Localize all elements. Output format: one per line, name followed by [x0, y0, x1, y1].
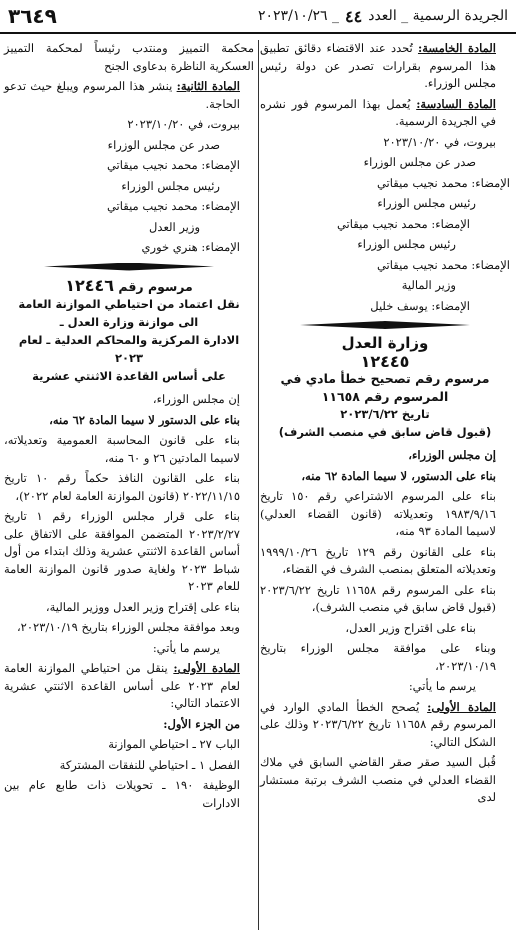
signature: الإمضاء: هنري خوري [141, 240, 240, 254]
clause: بناء على قرار مجلس الوزراء رقم ١ تاريخ ٢٠٢٣/٢/٢٧ المتضمن الموافقة على الاتفاق على أساس القاعدة الاثنتي عشرية وذلك ابتداء من أول شباط ٢٠٢٣ ولغاية صدور قانون الموازنة العامة للعام ٢٠٢٣ [4, 509, 240, 593]
signature: الإمضاء: محمد نجيب ميقاتي [376, 175, 510, 190]
article-2-label: المادة الثانية: [176, 79, 240, 93]
gazette-title: الجريدة الرسمية _ العدد [368, 8, 508, 24]
decrees-intro: يرسم ما يأتي: [152, 640, 220, 655]
decree-subject-line: تاريخ ٢٠٢٣/٦/٢٢ [340, 407, 430, 421]
signatory-title: رئيس مجلس الوزراء [121, 178, 220, 193]
decree-label: مرسوم رقم [415, 371, 490, 386]
signature: الإمضاء: محمد نجيب ميقاتي [336, 216, 470, 231]
article-1-label: المادة الأولى: [427, 699, 496, 714]
article-1 [4, 660, 254, 713]
preamble: إن مجلس الوزراء، [408, 448, 496, 462]
ministry-heading: وزارة العدل [341, 334, 429, 352]
article-2-text: ينشر هذا المرسوم ويبلغ حيث تدعو الحاجة. [4, 79, 240, 111]
signature: الإمضاء: يوسف خليل [370, 298, 470, 313]
article-2 [4, 78, 254, 113]
clause: بناء على القانون رقم ١٢٩ تاريخ ١٩٩٩/١٠/٢٦ وتعديلاته المتعلق بمنصب الشرف في القضاء، [260, 544, 496, 576]
issue-date: _ ٢٠٢٣/١٠/٢٦ [257, 8, 340, 24]
signing-date: بيروت، في ٢٠٢٣/١٠/٢٠ [383, 134, 496, 149]
article-1-text: يُصحح الخطأ المادي الوارد في المرسوم رقم ١١٦٥٨ تاريخ ٢٠٢٣/٦/٢٢ وذلك على الشكل التالي: [260, 699, 497, 749]
clause: وبعد موافقة مجلس الوزراء بتاريخ ٢٠٢٣/١٠/١٩، [16, 620, 240, 634]
budget-item: الوظيفة ١٩٠ ـ تحويلات ذات طابع عام بين الادارات [4, 778, 240, 810]
decree-label: مرسوم رقم [118, 278, 193, 294]
page-body [0, 40, 516, 930]
header-title-group [258, 7, 508, 26]
right-column [260, 40, 510, 810]
decree-subject-line: الادارة المركزية والمحاكم العدلية ـ لعام ٢٠٢٣ [18, 333, 240, 365]
article-1-label: المادة الأولى: [173, 661, 240, 675]
article-5 [260, 40, 510, 93]
clause: بناء على إقتراح وزير العدل ووزير المالية، [45, 599, 240, 614]
decree-heading [260, 370, 510, 405]
clause: وبناء على موافقة مجلس الوزراء بتاريخ ٢٠٢٣/١٠/١٩، [260, 641, 496, 673]
signature: الإمضاء: محمد نجيب ميقاتي [376, 257, 510, 272]
article-1-text: ينقل من احتياطي الموازنة العامة لعام ٢٠٢٣ على أساس القاعدة الاثنتي عشرية الاعتماد التالي: [4, 661, 240, 710]
continued-text: محكمة التمييز ومنتدب رئيساً لمحكمة التمييز العسكرية الناظرة بدعاوى الجنح [4, 41, 254, 73]
clause: بناء على المرسوم رقم ١١٦٥٨ تاريخ ٢٠٢٣/٦/٢٢ (قبول قاض سابق في منصب الشرف)، [260, 582, 496, 614]
signatory-title: رئيس مجلس الوزراء [377, 196, 476, 210]
clause: بناء على قانون المحاسبة العمومية وتعديلاته، لاسيما المادتين ٢٦ و ٦٠ منه، [4, 433, 240, 465]
article-6 [260, 96, 510, 131]
decree-subject-line: (قبول قاض سابق في منصب الشرف) [278, 425, 492, 439]
article-5-label: المادة الخامسة: [417, 41, 496, 55]
budget-section: الفصل ١ ـ احتياطي للنفقات المشتركة [59, 757, 240, 772]
page-header [0, 0, 516, 34]
issued-by: صدر عن مجلس الوزراء [107, 137, 220, 152]
budget-part: من الجزء الأول: [163, 716, 240, 731]
article-6-text: يُعمل بهذا المرسوم فور نشره في الجريدة الرسمية. [260, 96, 496, 128]
signature: الإمضاء: محمد نجيب ميقاتي [106, 158, 240, 172]
decree-subject-line: على أساس القاعدة الاثنتي عشرية [32, 369, 226, 383]
signature: الإمضاء: محمد نجيب ميقاتي [106, 199, 240, 213]
decree-number: ١٢٤٤٥ [360, 351, 410, 371]
decree-number: ١٢٤٤٦ [65, 275, 115, 295]
decree-subject-line: الى موازنة وزارة العدل ـ [59, 315, 199, 329]
preamble: إن مجلس الوزراء، [152, 392, 240, 406]
column-divider [258, 40, 259, 930]
left-column [4, 40, 254, 815]
decree-heading [4, 277, 254, 296]
issued-by: صدر عن مجلس الوزراء [363, 155, 476, 169]
clause: بناء على القانون النافذ حكماً رقم ١٠ تاريخ ٢٠٢٢/١١/١٥ (قانون الموازنة العامة لعام ٢٠٢٢)، [4, 471, 240, 503]
clause: بناء على الدستور، لا سيما المادة ٦٢ منه، [301, 468, 496, 483]
article-1 [260, 699, 510, 752]
decree-subject-line: تصحيح خطأ مادي في المرسوم رقم ١١٦٥٨ [280, 371, 449, 404]
article-5-text: تُحدد عند الاقتضاء دقائق تطبيق هذا المرسوم بقرارات تصدر عن دولة رئيس مجلس الوزراء. [260, 41, 496, 90]
signatory-title: رئيس مجلس الوزراء [357, 237, 456, 251]
signatory-title: وزير المالية [401, 278, 456, 292]
section-divider [44, 263, 214, 271]
section-divider [300, 321, 470, 329]
article-1-body: قُبل السيد صقر صقر القاضي السابق في ملاك القضاء العدلي في منصب الشرف برتبة مستشار لدى [260, 755, 496, 804]
article-6-label: المادة السادسة: [416, 96, 496, 111]
page-number: ٣٦٤٩ [8, 4, 57, 28]
decree-subject-line: نقل اعتماد من احتياطي الموازنة العامة [18, 297, 240, 311]
signatory-title: وزير العدل [149, 219, 200, 234]
clause: بناء على المرسوم الاشتراعي رقم ١٥٠ تاريخ ١٩٨٣/٩/١٦ وتعديلاته (قانون القضاء العدلي) لاسيما المادة ٩٣ منه، [260, 489, 496, 538]
signing-date: بيروت، في ٢٠٢٣/١٠/٢٠ [127, 117, 240, 131]
issue-number: ٤٤ [345, 6, 363, 26]
clause: بناء على اقتراح وزير العدل، [345, 620, 476, 635]
decrees-intro: يرسم ما يأتي: [408, 679, 476, 693]
budget-chapter: الباب ٢٧ ـ احتياطي الموازنة [108, 737, 240, 751]
clause: بناء على الدستور لا سيما المادة ٦٢ منه، [49, 412, 240, 427]
